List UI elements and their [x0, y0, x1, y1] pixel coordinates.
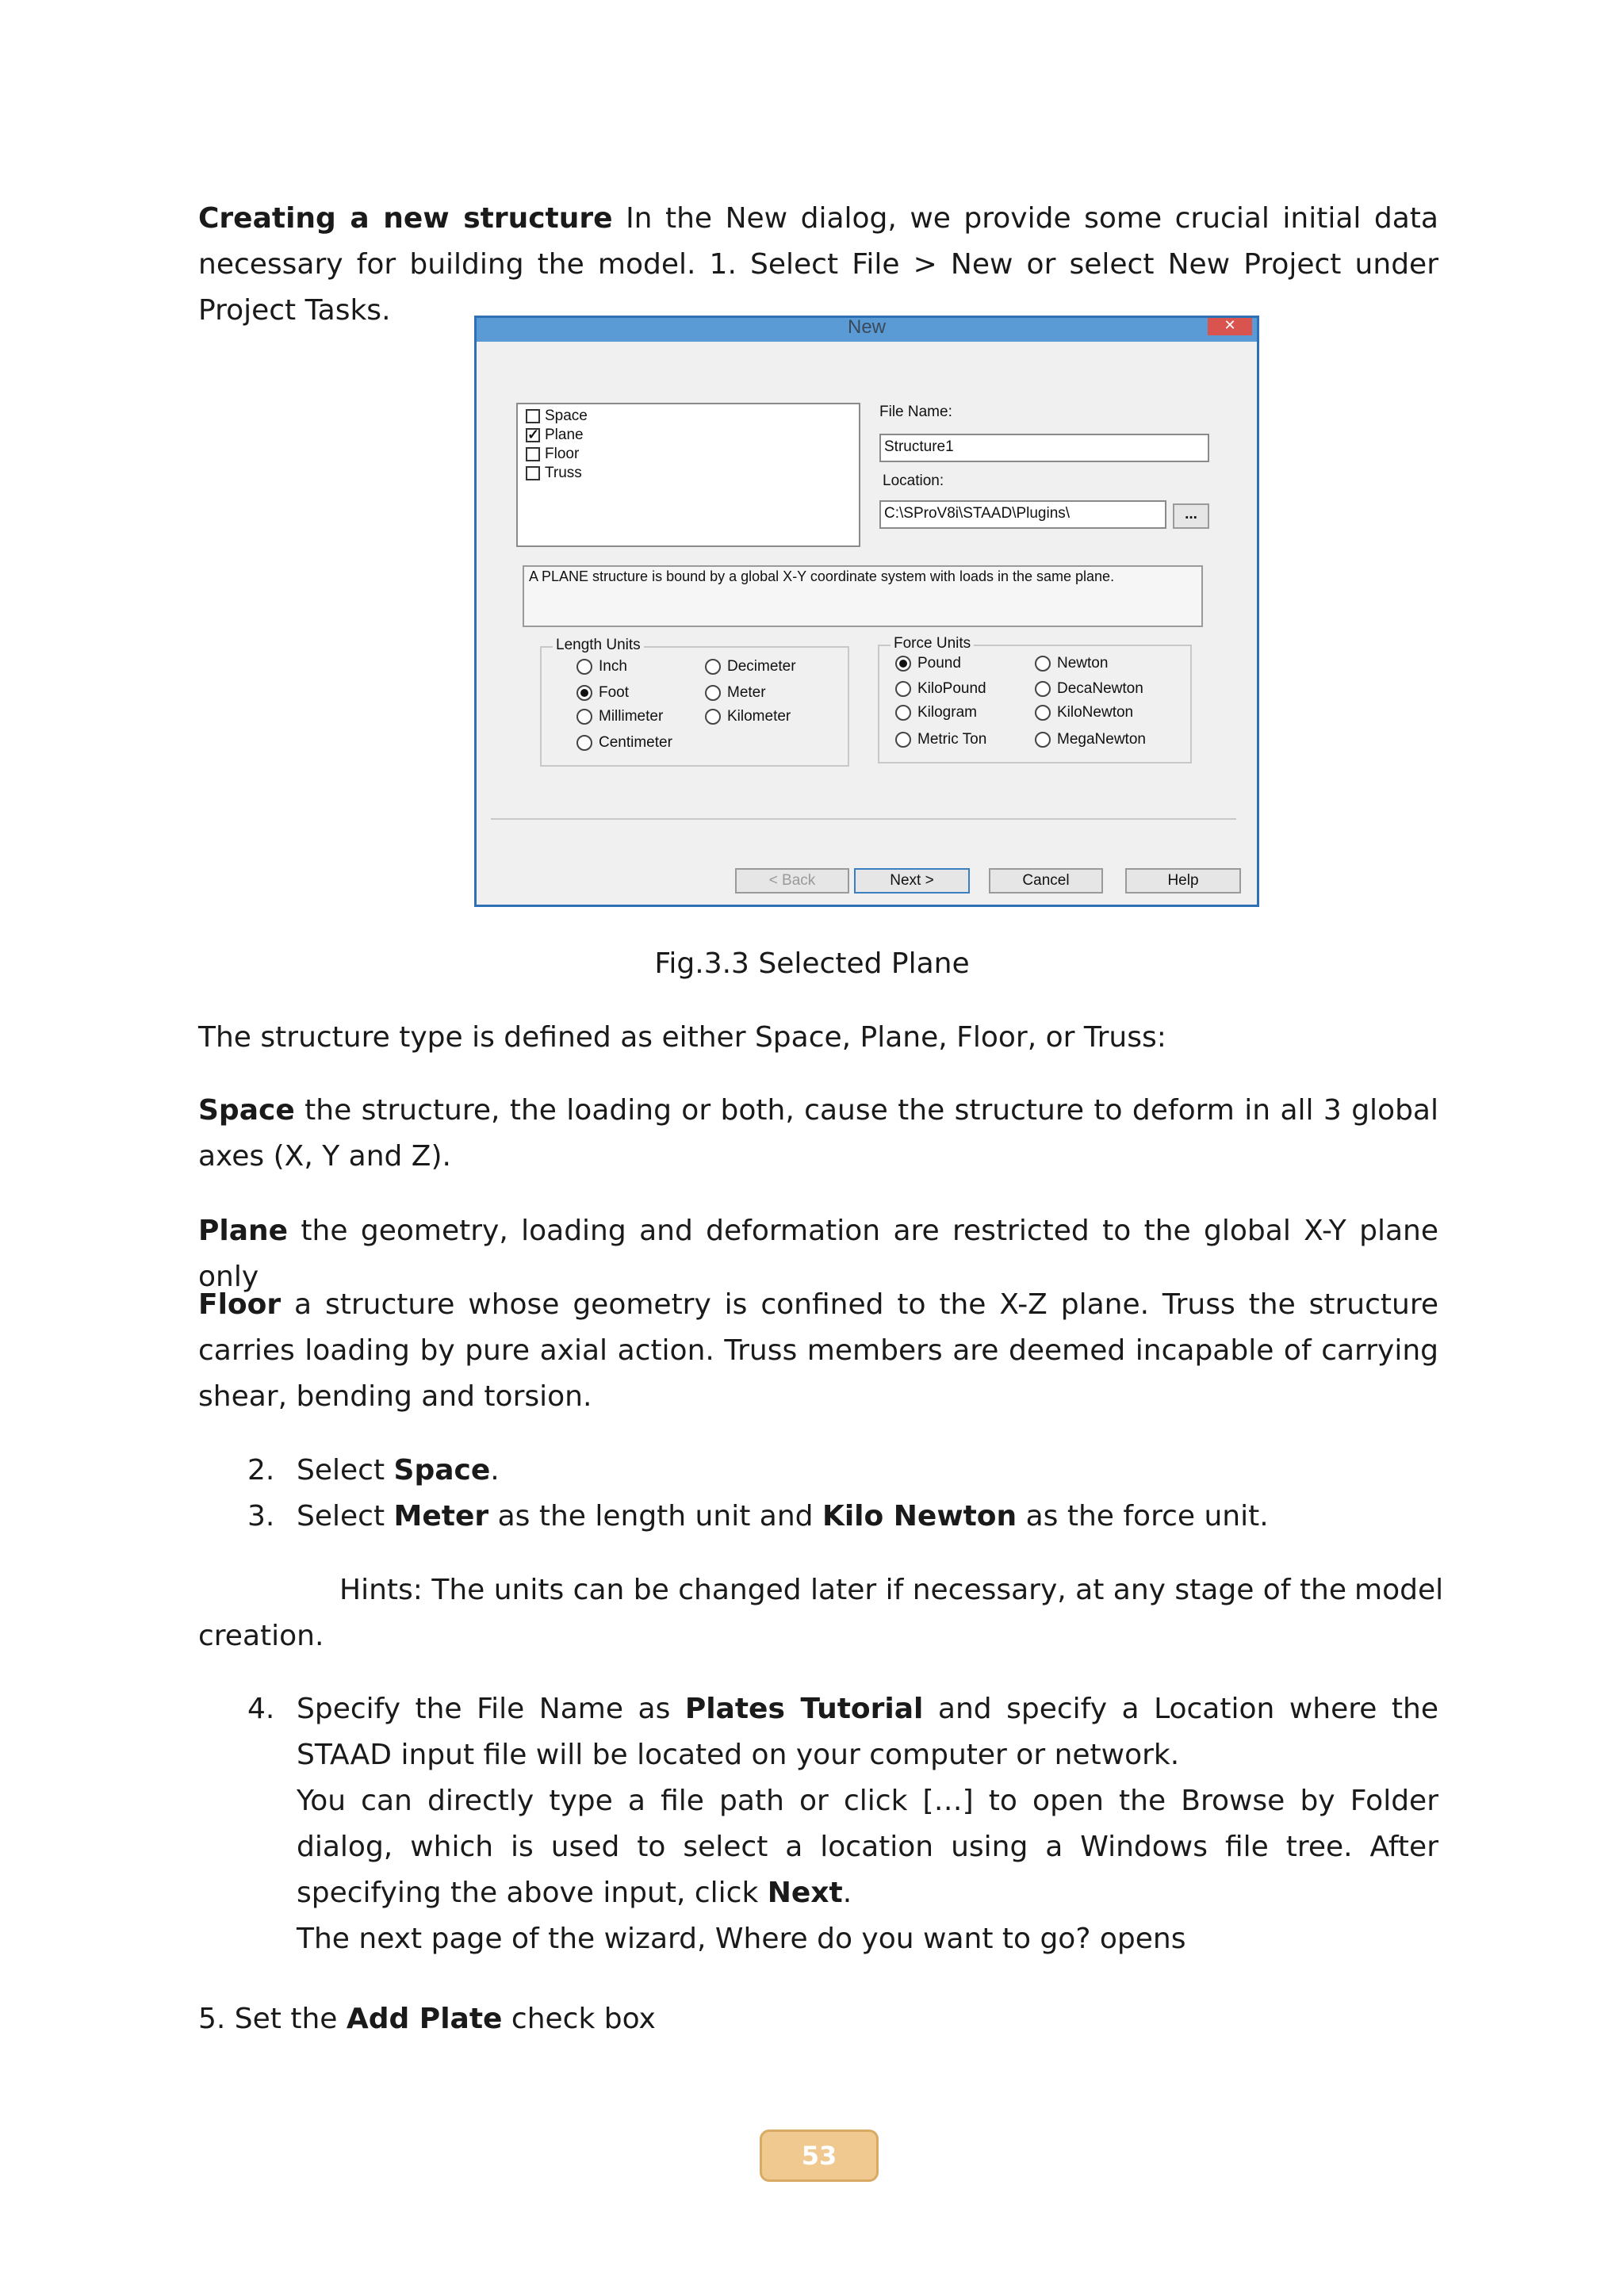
radio-label: DecaNewton	[1057, 680, 1143, 697]
text-run: You can directly type a file path or click […] to open the Browse by Folder dialog, which is used to select a location using a Windows file tree. After specifying the above input, click	[297, 1785, 1438, 1909]
radio-dot[interactable]	[1035, 705, 1051, 721]
type-label: Space	[545, 408, 588, 424]
radio-label: Kilogram	[917, 704, 977, 721]
radio-millimeter[interactable]	[576, 707, 663, 726]
list-text	[297, 1686, 1438, 1962]
force-units-title: Force Units	[891, 635, 974, 652]
radio-label: MegaNewton	[1057, 731, 1146, 748]
plane-term: Plane	[198, 1215, 289, 1247]
radio-label: Newton	[1057, 655, 1109, 672]
type-item-floor[interactable]	[526, 445, 579, 464]
radio-centimeter[interactable]	[576, 733, 672, 752]
floor-text: a structure whose geometry is confined to the X-Z plane. Truss the structure carries loading by pure axial action. Truss members are deemed incapable of carrying shear, bending and torsion.	[198, 1288, 1438, 1413]
location-field[interactable]: C:\SProV8i\STAAD\Plugins\	[879, 500, 1166, 529]
page-number: 53	[760, 2130, 879, 2182]
text-run: The next page of the wizard, Where do you want to go? opens	[297, 1923, 1186, 1955]
intro-paragraph	[198, 196, 1438, 334]
radio-newton[interactable]	[1035, 654, 1108, 673]
cancel-button[interactable]: Cancel	[989, 868, 1103, 894]
space-text: the structure, the loading or both, cause the structure to deform in all 3 global axes (X, Y and Z).	[198, 1094, 1438, 1173]
radio-decimeter[interactable]	[705, 657, 796, 676]
text-bold: Plates Tutorial	[684, 1693, 924, 1725]
file-name-field[interactable]: Structure1	[879, 434, 1209, 462]
intro-heading: Creating a new structure	[198, 202, 613, 235]
length-units-title: Length Units	[553, 637, 644, 654]
radio-metric-ton[interactable]	[895, 730, 986, 749]
text-run: Select	[297, 1500, 394, 1533]
structure-type-list[interactable]	[516, 403, 860, 547]
back-button[interactable]: < Back	[735, 868, 849, 894]
radio-label: Millimeter	[599, 708, 664, 725]
force-units-group	[878, 635, 1192, 763]
text-bold: Meter	[393, 1500, 489, 1533]
radio-dot[interactable]	[895, 656, 911, 672]
text-bold: Space	[393, 1454, 491, 1487]
type-label: Floor	[545, 446, 580, 462]
file-name-label: File Name:	[879, 404, 952, 420]
radio-kilopound[interactable]	[895, 679, 986, 698]
list-text	[297, 1494, 1438, 1540]
radio-foot[interactable]	[576, 683, 629, 702]
radio-dot[interactable]	[1035, 732, 1051, 748]
space-paragraph	[198, 1088, 1438, 1180]
text-run: 5. Set the	[198, 2003, 347, 2035]
radio-label: Metric Ton	[917, 731, 987, 748]
dialog-separator	[491, 818, 1236, 820]
type-item-truss[interactable]	[526, 464, 582, 483]
radio-dot[interactable]	[576, 735, 592, 751]
text-run: .	[490, 1454, 500, 1487]
radio-label: Inch	[599, 658, 627, 675]
type-item-plane[interactable]	[526, 426, 584, 445]
list-number: 4.	[247, 1693, 275, 1725]
radio-label: KiloNewton	[1057, 704, 1134, 721]
type-label: Truss	[545, 465, 582, 481]
checkbox-space[interactable]	[526, 409, 540, 423]
hints-text: Hints: The units can be changed later if necessary, at any stage of the	[339, 1574, 1347, 1606]
length-units-group	[540, 637, 849, 767]
text-bold: Add Plate	[346, 2003, 503, 2035]
step5-paragraph	[198, 1996, 1438, 2042]
floor-paragraph	[198, 1282, 1438, 1420]
radio-label: Foot	[599, 684, 630, 701]
radio-label: Decimeter	[727, 658, 796, 675]
text-bold: Next	[767, 1877, 843, 1909]
radio-meter[interactable]	[705, 683, 766, 702]
radio-dot[interactable]	[705, 685, 721, 701]
radio-dot[interactable]	[1035, 656, 1051, 672]
radio-dot[interactable]	[895, 705, 911, 721]
hints-end: model	[1354, 1574, 1444, 1606]
new-dialog	[474, 316, 1259, 907]
radio-dot[interactable]	[576, 659, 592, 675]
list-text	[297, 1448, 1438, 1494]
text-bold: Kilo Newton	[822, 1500, 1017, 1533]
text-run: check box	[502, 2003, 656, 2035]
radio-kilogram[interactable]	[895, 703, 977, 722]
type-label: Plane	[545, 427, 584, 443]
radio-dot[interactable]	[1035, 681, 1051, 697]
radio-pound[interactable]	[895, 654, 961, 673]
checkbox-floor[interactable]	[526, 447, 540, 461]
text-run: as the force unit.	[1017, 1500, 1269, 1533]
type-item-space[interactable]	[526, 407, 588, 426]
radio-kilonewton[interactable]	[1035, 703, 1133, 722]
figure-caption: Fig.3.3 Selected Plane	[654, 947, 970, 980]
radio-kilometer[interactable]	[705, 707, 791, 726]
plane-text: the geometry, loading and deformation are restricted to the global X-Y plane only	[198, 1215, 1438, 1293]
close-icon[interactable]: ✕	[1208, 318, 1252, 335]
space-term: Space	[198, 1094, 295, 1127]
radio-label: Pound	[917, 655, 961, 672]
text-run: Specify the File Name as	[297, 1693, 685, 1725]
radio-dot[interactable]	[705, 709, 721, 725]
types-paragraph: The structure type is defined as either Space, Plane, Floor, or Truss:	[198, 1021, 1166, 1054]
list-number: 2.	[247, 1454, 275, 1487]
text-run: .	[842, 1877, 852, 1909]
intro-text: In the New dialog, we provide some crucial initial data necessary for building the model. 1. Select File > New or select New Project under Project Tasks.	[198, 202, 1438, 327]
radio-label: KiloPound	[917, 680, 986, 697]
text-run: Select	[297, 1454, 394, 1487]
location-label: Location:	[883, 473, 944, 489]
radio-label: Meter	[727, 684, 766, 701]
checkbox-truss[interactable]	[526, 466, 540, 480]
radio-dot[interactable]	[576, 709, 592, 725]
dialog-titlebar	[477, 318, 1257, 342]
radio-inch[interactable]	[576, 657, 627, 676]
structure-description: A PLANE structure is bound by a global X-Y coordinate system with loads in the same plane.	[523, 565, 1203, 627]
radio-label: Centimeter	[599, 734, 672, 751]
text-run: as the length unit and	[488, 1500, 822, 1533]
radio-label: Kilometer	[727, 708, 791, 725]
radio-dot[interactable]	[895, 732, 911, 748]
dialog-edge	[1257, 318, 1259, 905]
radio-dot[interactable]	[576, 685, 592, 701]
radio-decanewton[interactable]	[1035, 679, 1143, 698]
dialog-title: New	[847, 316, 886, 338]
list-number: 3.	[247, 1500, 275, 1533]
checkbox-plane[interactable]	[526, 428, 540, 442]
text-run: and specify a Location where the STAAD input file will be located on your computer or network.	[297, 1693, 1438, 1771]
hints-line2: creation.	[198, 1620, 324, 1652]
next-button[interactable]: Next >	[854, 868, 970, 894]
radio-dot[interactable]	[705, 659, 721, 675]
radio-dot[interactable]	[895, 681, 911, 697]
help-button[interactable]: Help	[1125, 868, 1241, 894]
browse-button[interactable]: ...	[1173, 503, 1209, 529]
radio-meganewton[interactable]	[1035, 730, 1146, 749]
floor-term: Floor	[198, 1288, 282, 1321]
